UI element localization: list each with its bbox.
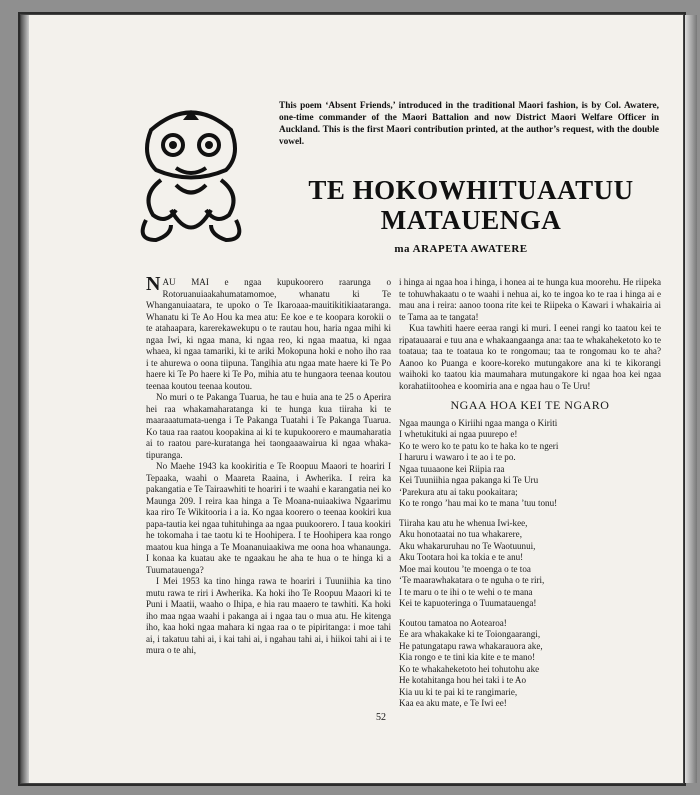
paragraph-6: Kua tawhiti haere eeraa rangi ki muri. I eenei rangi ko taatou kei te ripatauaarai e tuu ana e whakaangaanga ana: taa te whakaheketoto ko te toataua; taa te toataua ko te rongomau; taa te rongomau ko te aha? Aanoo ko Puanga e koore-koreko mutungakore ana ki te kikorangi waihoki ko taatou kia maumahara mutungakore ki ngaa hoa kei ngaa korahatiitoohea e koomiria ana e ngaa hau o Te Uru!	[399, 323, 661, 391]
next-page-edge	[685, 15, 697, 783]
poem-title: NGAA HOA KEI TE NGARO	[450, 398, 610, 412]
poem-line: Koutou tamatoa no Aotearoa!	[399, 617, 507, 628]
paragraph-2: No muri o te Pakanga Tuarua, he tau e huia ana te 25 o Aperira hei raa whakamaharatanga ki te hunga kua tiiraha ki te maaraaatumata-uenga i Te Pakanga Tuatahi i Te Pakanga Tuarua. Ko taua raa raatou koopakina ai ki te kupukoorero e maumaharatia ai to raatou pare-kuratanga hei taongaaawairua ki ngaa whaka-tipuranga.	[146, 392, 391, 460]
poem-line: Kei Tuuniihia ngaa pakanga ki Te Uru	[399, 475, 539, 485]
poem-line: Moe mai koutou ’te moenga o te toa	[399, 563, 531, 574]
paragraph-1	[146, 273, 391, 392]
poem-line: I haruru i wawaro i te ao i te po.	[399, 452, 516, 462]
paragraph-4: I Mei 1953 ka tino hinga rawa te hoariri i Tuuniihia ka tino mutu rawa te riri i Awherika. Ka hoki iho Te Roopuu Maaori ki te Puni i Maatii, waaho o Ihipa, e hia rau maaero te tawhiti. Ka hoki iho maa ngaa waahi i pakanga ai i ngaa tau o mua atu. He kitenga iho, kaa hoki ngaa mahara ki ngaa raa o te pipiritanga: i moe tahi ai, i takatuu tahi ai, i kai tahi ai, i ngahau tahi ai, i hiikoi tahi ai i te mura o te ahi,	[146, 576, 391, 655]
poem-line: Ko te wero ko te patu ko te haka ko te ngeri	[399, 440, 559, 451]
poem-line: ‘Te maarawhakatara o te nguha o te riri,	[399, 575, 545, 585]
poem-line: Ngaa maunga o Kiriihi ngaa manga o Kiriti	[399, 417, 558, 428]
poem-line: Ko te rongo ’hau mai ko te mana ’tuu tonu!	[399, 498, 558, 508]
poem-line: Kia uu ki te pai ki te rangimarie,	[399, 686, 518, 697]
poem-line: Kaa ea aku mate, e Te Iwi ee!	[399, 698, 507, 708]
intro-paragraph: This poem ‘Absent Friends,’ introduced in the traditional Maori fashion, is by Col. Awatere, one-time commander of the Maori Battalion and now District Maori Welfare Officer in Auckland. This is the first Maori contribution printed, at the author’s request, with the double vowel.	[279, 101, 659, 147]
magazine-page	[20, 14, 684, 784]
drop-cap: N	[146, 273, 161, 295]
poem-line: Aku honotaatai no tua whakarere,	[399, 529, 522, 539]
page-spine	[21, 15, 29, 783]
poem-line: He kotahitanga hou hei taki i te Ao	[399, 675, 527, 685]
poem-line: Kei te kapuoteringa o Tuumatauenga!	[399, 598, 537, 608]
stanza-1	[399, 418, 661, 510]
page-number: 52	[376, 712, 386, 723]
paragraph-5: i hinga ai ngaa hoa i hinga, i honea ai te hunga kua moorehu. He riipeka te tohuwhakaatu o te waahi i nehua ai, ko te ingoa ko te raa i hinga ai e mau ana i reira: aanoo toona rite kei te Riipeka o Kawari i whakairia ai te Tama aa te tangata!	[399, 277, 661, 322]
poem-line: Aku Tootara hoi ka tokia e te anu!	[399, 552, 524, 562]
title-line-1: TE HOKOWHITUAATUU	[308, 175, 634, 205]
poem-line: ‘Parekura atu ai taku pookaitara;	[399, 486, 518, 497]
page-title	[261, 175, 681, 235]
stanza-3	[399, 618, 661, 710]
tiki-carving-icon	[131, 100, 251, 250]
poem-line: Ee ara whakakake ki te Toiongaarangi,	[399, 629, 541, 639]
stanza-2	[399, 518, 661, 610]
poem-line: Ngaa tuuaaone kei Riipia raa	[399, 463, 505, 474]
poem-line: He patungatapu rawa whakarauora ake,	[399, 640, 543, 651]
title-line-2: MATAUENGA	[380, 205, 562, 235]
poem-line: Ko te whakaheketoto hei tohutohu ake	[399, 663, 540, 674]
poem-line: Tiiraha kau atu he whenua Iwi-kee,	[399, 517, 528, 528]
author-byline: ma ARAPETA AWATERE	[394, 243, 528, 255]
paragraph-3: No Maehe 1943 ka kookiritia e Te Roopuu Maaori te hoariri I Tepaaka, waahi o Maareta Raaina, i Awherika. I reira ka pakangatia e Te Tairaawhiti te hoariri i te waahi e karangatia nei ko Maunga 209. I reira kaa hinga a Te Moana-nuiaakiwa Ngaarimu kaa riro Te Wikitooria i a ia. Ko ngaa koorero o teenaa kookiri kua papa-tautia kei ngaa tuhituhinga aa ngaa puukoorero. I taua kookiri he tokomaha i tae taotu ki te Hoohipera. I te Hoohipera kaa rongo maatou kua hinga a Te Moananuiaakiwa me oona hoa whanaunga. I konaa ka kuatau ake te ngaakau he aha te hua o te hinga ki a Tuumatauenga?	[146, 461, 391, 575]
poem-line: Aku whakaruruhau no Te Waotuunui,	[399, 540, 536, 551]
poem-line: I te maru o te ihi o te wehi o te mana	[399, 586, 533, 597]
poem-line: I whetukituki ai ngaa puurepo e!	[399, 429, 518, 439]
poem-line: Kia rongo e te tini kia kite e te mano!	[399, 652, 536, 662]
right-column	[399, 277, 661, 718]
left-column	[146, 273, 391, 657]
paragraph-1-text: AU MAI e ngaa kupukoorero raarunga o Rotoruanuiaakahumatamomoe, whanatu ki Te Whanganuiaatara, te upoko o Te Ikaroaaa-mauitikitikiaataranga. Whanatu ki Te Ao Hou ka mea atu: Ee koe e te koopara korokii o te atahaapara, karerekawekupu o te rautau hou, haria ngaa mihi ki ngaa Iwi, ki ngaa mana, ki ngaa reo, ki ngaa maatua, ki ngaa whaea, ki ngaa tamariki, ki te ariki Mokopuna hoki e noho iho raa i te ahurewa o oona tiipuna. Tangihia atu ngaa mate haere ki Te Po haere ki Te Po haere ki Te Po, mihia atu te hungaora teenaa koutou teenaa koutou teenaa koutou.	[146, 277, 391, 391]
